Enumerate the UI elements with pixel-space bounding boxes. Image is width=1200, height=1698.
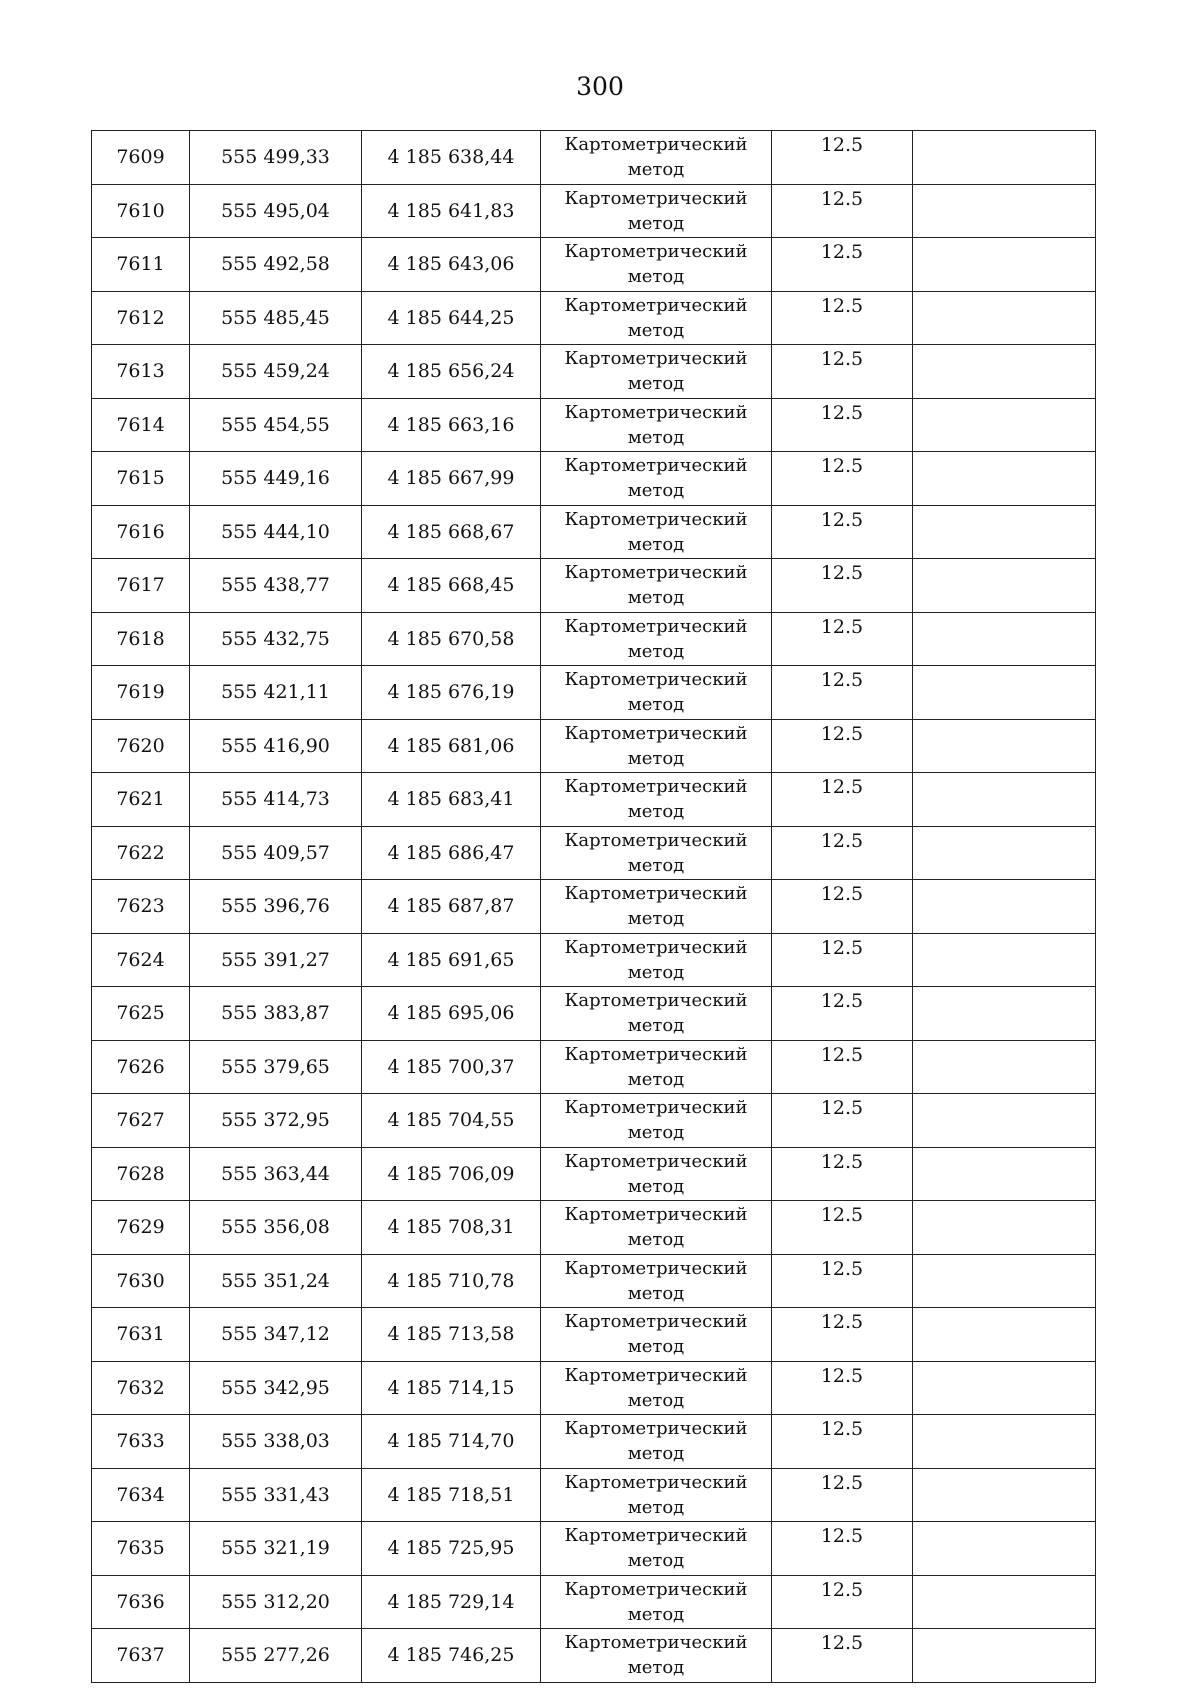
point-number-cell: 7627: [92, 1094, 190, 1148]
x-coordinate-cell: 555 379,65: [190, 1040, 362, 1094]
method-line-2: метод: [627, 1015, 685, 1037]
method-line-1: Картометрический: [564, 1578, 748, 1600]
table-row: [92, 987, 1096, 1041]
method-line-2: метод: [627, 1603, 685, 1625]
method-line-2: метод: [627, 854, 685, 876]
description-cell: [913, 184, 1096, 238]
x-coordinate-cell: 555 312,20: [190, 1575, 362, 1629]
point-number-cell: 7613: [92, 345, 190, 399]
method-cell: [541, 933, 772, 987]
x-coordinate-cell: 555 347,12: [190, 1308, 362, 1362]
method-cell: [541, 184, 772, 238]
y-coordinate-cell: 4 185 670,58: [362, 612, 541, 666]
method-cell: [541, 1201, 772, 1255]
method-line-2: метод: [627, 1389, 685, 1411]
coordinates-table: [91, 130, 1096, 1683]
method-line-2: метод: [627, 961, 685, 983]
x-coordinate-cell: 555 499,33: [190, 131, 362, 185]
method-line-1: Картометрический: [564, 134, 748, 156]
method-cell: [541, 719, 772, 773]
method-line-1: Картометрический: [564, 562, 748, 584]
table-row: [92, 345, 1096, 399]
method-cell: [541, 238, 772, 292]
x-coordinate-cell: 555 454,55: [190, 398, 362, 452]
table-row: [92, 559, 1096, 613]
method-line-2: метод: [627, 1282, 685, 1304]
method-cell: [541, 345, 772, 399]
description-cell: [913, 452, 1096, 506]
table-row: [92, 1094, 1096, 1148]
description-cell: [913, 1522, 1096, 1576]
method-line-1: Картометрический: [564, 615, 748, 637]
x-coordinate-cell: 555 396,76: [190, 880, 362, 934]
y-coordinate-cell: 4 185 706,09: [362, 1147, 541, 1201]
method-line-1: Картометрический: [564, 455, 748, 477]
method-line-1: Картометрический: [564, 1364, 748, 1386]
point-number-cell: 7609: [92, 131, 190, 185]
point-number-cell: 7630: [92, 1254, 190, 1308]
method-line-1: Картометрический: [564, 990, 748, 1012]
method-line-1: Картометрический: [564, 1471, 748, 1493]
method-line-1: Картометрический: [564, 1150, 748, 1172]
description-cell: [913, 933, 1096, 987]
method-line-2: метод: [627, 1229, 685, 1251]
x-coordinate-cell: 555 495,04: [190, 184, 362, 238]
point-number-cell: 7626: [92, 1040, 190, 1094]
point-number-cell: 7611: [92, 238, 190, 292]
x-coordinate-cell: 555 383,87: [190, 987, 362, 1041]
x-coordinate-cell: 555 372,95: [190, 1094, 362, 1148]
x-coordinate-cell: 555 459,24: [190, 345, 362, 399]
method-line-1: Картометрический: [564, 1043, 748, 1065]
table-row: [92, 1468, 1096, 1522]
accuracy-cell: 12.5: [772, 1201, 913, 1255]
y-coordinate-cell: 4 185 663,16: [362, 398, 541, 452]
method-cell: [541, 612, 772, 666]
y-coordinate-cell: 4 185 718,51: [362, 1468, 541, 1522]
table-row: [92, 131, 1096, 185]
method-cell: [541, 559, 772, 613]
description-cell: [913, 1361, 1096, 1415]
method-cell: [541, 1415, 772, 1469]
description-cell: [913, 1201, 1096, 1255]
accuracy-cell: 12.5: [772, 1522, 913, 1576]
table-row: [92, 1522, 1096, 1576]
method-line-2: метод: [627, 1068, 685, 1090]
table-row: [92, 238, 1096, 292]
point-number-cell: 7636: [92, 1575, 190, 1629]
method-line-1: Картометрический: [564, 722, 748, 744]
point-number-cell: 7625: [92, 987, 190, 1041]
method-cell: [541, 1522, 772, 1576]
y-coordinate-cell: 4 185 683,41: [362, 773, 541, 827]
description-cell: [913, 398, 1096, 452]
method-cell: [541, 1147, 772, 1201]
coordinates-table-body: [92, 131, 1096, 1683]
method-line-1: Картометрический: [564, 508, 748, 530]
description-cell: [913, 238, 1096, 292]
description-cell: [913, 505, 1096, 559]
table-row: [92, 291, 1096, 345]
accuracy-cell: 12.5: [772, 1308, 913, 1362]
method-line-2: метод: [627, 908, 685, 930]
x-coordinate-cell: 555 277,26: [190, 1629, 362, 1683]
y-coordinate-cell: 4 185 681,06: [362, 719, 541, 773]
point-number-cell: 7620: [92, 719, 190, 773]
method-line-1: Картометрический: [564, 294, 748, 316]
accuracy-cell: 12.5: [772, 238, 913, 292]
point-number-cell: 7619: [92, 666, 190, 720]
method-line-2: метод: [627, 801, 685, 823]
description-cell: [913, 987, 1096, 1041]
accuracy-cell: 12.5: [772, 666, 913, 720]
point-number-cell: 7621: [92, 773, 190, 827]
accuracy-cell: 12.5: [772, 184, 913, 238]
description-cell: [913, 1575, 1096, 1629]
x-coordinate-cell: 555 391,27: [190, 933, 362, 987]
point-number-cell: 7612: [92, 291, 190, 345]
description-cell: [913, 1094, 1096, 1148]
y-coordinate-cell: 4 185 691,65: [362, 933, 541, 987]
x-coordinate-cell: 555 338,03: [190, 1415, 362, 1469]
point-number-cell: 7631: [92, 1308, 190, 1362]
table-row: [92, 773, 1096, 827]
y-coordinate-cell: 4 185 656,24: [362, 345, 541, 399]
method-line-1: Картометрический: [564, 241, 748, 263]
accuracy-cell: 12.5: [772, 719, 913, 773]
table-row: [92, 1040, 1096, 1094]
accuracy-cell: 12.5: [772, 1575, 913, 1629]
point-number-cell: 7614: [92, 398, 190, 452]
page-number: 300: [576, 72, 624, 101]
table-row: [92, 1361, 1096, 1415]
table-row: [92, 452, 1096, 506]
method-cell: [541, 1040, 772, 1094]
x-coordinate-cell: 555 342,95: [190, 1361, 362, 1415]
point-number-cell: 7618: [92, 612, 190, 666]
method-line-1: Картометрический: [564, 1418, 748, 1440]
accuracy-cell: 12.5: [772, 933, 913, 987]
method-line-2: метод: [627, 747, 685, 769]
y-coordinate-cell: 4 185 644,25: [362, 291, 541, 345]
table-row: [92, 826, 1096, 880]
point-number-cell: 7623: [92, 880, 190, 934]
x-coordinate-cell: 555 331,43: [190, 1468, 362, 1522]
method-line-1: Картометрический: [564, 1097, 748, 1119]
accuracy-cell: 12.5: [772, 1361, 913, 1415]
method-line-2: метод: [627, 212, 685, 234]
point-number-cell: 7617: [92, 559, 190, 613]
method-cell: [541, 880, 772, 934]
description-cell: [913, 345, 1096, 399]
point-number-cell: 7622: [92, 826, 190, 880]
method-line-1: Картометрический: [564, 936, 748, 958]
table-row: [92, 505, 1096, 559]
table-row: [92, 1308, 1096, 1362]
table-row: [92, 666, 1096, 720]
method-cell: [541, 1094, 772, 1148]
accuracy-cell: 12.5: [772, 1629, 913, 1683]
method-line-2: метод: [627, 373, 685, 395]
method-line-2: метод: [627, 159, 685, 181]
accuracy-cell: 12.5: [772, 345, 913, 399]
table-row: [92, 1201, 1096, 1255]
accuracy-cell: 12.5: [772, 291, 913, 345]
method-cell: [541, 1629, 772, 1683]
y-coordinate-cell: 4 185 676,19: [362, 666, 541, 720]
point-number-cell: 7615: [92, 452, 190, 506]
y-coordinate-cell: 4 185 643,06: [362, 238, 541, 292]
table-row: [92, 1629, 1096, 1683]
description-cell: [913, 666, 1096, 720]
method-cell: [541, 987, 772, 1041]
accuracy-cell: 12.5: [772, 398, 913, 452]
method-line-2: метод: [627, 1550, 685, 1572]
table-row: [92, 1575, 1096, 1629]
method-cell: [541, 452, 772, 506]
description-cell: [913, 1629, 1096, 1683]
x-coordinate-cell: 555 438,77: [190, 559, 362, 613]
method-cell: [541, 398, 772, 452]
y-coordinate-cell: 4 185 641,83: [362, 184, 541, 238]
method-line-2: метод: [627, 587, 685, 609]
method-line-1: Картометрический: [564, 1257, 748, 1279]
x-coordinate-cell: 555 444,10: [190, 505, 362, 559]
accuracy-cell: 12.5: [772, 1147, 913, 1201]
method-line-1: Картометрический: [564, 776, 748, 798]
point-number-cell: 7635: [92, 1522, 190, 1576]
x-coordinate-cell: 555 416,90: [190, 719, 362, 773]
point-number-cell: 7634: [92, 1468, 190, 1522]
method-line-2: метод: [627, 319, 685, 341]
description-cell: [913, 612, 1096, 666]
method-cell: [541, 826, 772, 880]
accuracy-cell: 12.5: [772, 1040, 913, 1094]
method-cell: [541, 131, 772, 185]
x-coordinate-cell: 555 432,75: [190, 612, 362, 666]
y-coordinate-cell: 4 185 729,14: [362, 1575, 541, 1629]
x-coordinate-cell: 555 409,57: [190, 826, 362, 880]
description-cell: [913, 1468, 1096, 1522]
method-line-2: метод: [627, 266, 685, 288]
table-row: [92, 933, 1096, 987]
method-line-2: метод: [627, 1122, 685, 1144]
accuracy-cell: 12.5: [772, 1094, 913, 1148]
method-cell: [541, 1308, 772, 1362]
description-cell: [913, 1254, 1096, 1308]
table-row: [92, 1415, 1096, 1469]
description-cell: [913, 826, 1096, 880]
x-coordinate-cell: 555 421,11: [190, 666, 362, 720]
description-cell: [913, 880, 1096, 934]
y-coordinate-cell: 4 185 708,31: [362, 1201, 541, 1255]
y-coordinate-cell: 4 185 714,70: [362, 1415, 541, 1469]
method-line-2: метод: [627, 1657, 685, 1679]
y-coordinate-cell: 4 185 746,25: [362, 1629, 541, 1683]
point-number-cell: 7632: [92, 1361, 190, 1415]
accuracy-cell: 12.5: [772, 1468, 913, 1522]
y-coordinate-cell: 4 185 695,06: [362, 987, 541, 1041]
description-cell: [913, 1040, 1096, 1094]
method-line-2: метод: [627, 1175, 685, 1197]
method-cell: [541, 1254, 772, 1308]
y-coordinate-cell: 4 185 725,95: [362, 1522, 541, 1576]
method-cell: [541, 666, 772, 720]
method-line-2: метод: [627, 1443, 685, 1465]
method-line-2: метод: [627, 694, 685, 716]
method-line-1: Картометрический: [564, 883, 748, 905]
x-coordinate-cell: 555 356,08: [190, 1201, 362, 1255]
method-line-1: Картометрический: [564, 348, 748, 370]
method-line-2: метод: [627, 1496, 685, 1518]
method-line-1: Картометрический: [564, 1204, 748, 1226]
y-coordinate-cell: 4 185 686,47: [362, 826, 541, 880]
description-cell: [913, 773, 1096, 827]
method-line-1: Картометрический: [564, 401, 748, 423]
description-cell: [913, 1147, 1096, 1201]
accuracy-cell: 12.5: [772, 131, 913, 185]
accuracy-cell: 12.5: [772, 1415, 913, 1469]
method-line-2: метод: [627, 426, 685, 448]
y-coordinate-cell: 4 185 710,78: [362, 1254, 541, 1308]
x-coordinate-cell: 555 351,24: [190, 1254, 362, 1308]
x-coordinate-cell: 555 321,19: [190, 1522, 362, 1576]
accuracy-cell: 12.5: [772, 559, 913, 613]
method-line-1: Картометрический: [564, 669, 748, 691]
x-coordinate-cell: 555 449,16: [190, 452, 362, 506]
y-coordinate-cell: 4 185 704,55: [362, 1094, 541, 1148]
table-row: [92, 184, 1096, 238]
y-coordinate-cell: 4 185 667,99: [362, 452, 541, 506]
method-cell: [541, 1361, 772, 1415]
method-line-1: Картометрический: [564, 1311, 748, 1333]
description-cell: [913, 291, 1096, 345]
method-cell: [541, 291, 772, 345]
y-coordinate-cell: 4 185 713,58: [362, 1308, 541, 1362]
point-number-cell: 7616: [92, 505, 190, 559]
method-cell: [541, 1575, 772, 1629]
accuracy-cell: 12.5: [772, 452, 913, 506]
method-line-2: метод: [627, 640, 685, 662]
method-line-1: Картометрический: [564, 1632, 748, 1654]
table-row: [92, 719, 1096, 773]
method-line-2: метод: [627, 1336, 685, 1358]
method-line-1: Картометрический: [564, 187, 748, 209]
description-cell: [913, 1415, 1096, 1469]
method-line-2: метод: [627, 480, 685, 502]
method-cell: [541, 505, 772, 559]
description-cell: [913, 559, 1096, 613]
method-line-1: Картометрический: [564, 1525, 748, 1547]
description-cell: [913, 131, 1096, 185]
accuracy-cell: 12.5: [772, 505, 913, 559]
y-coordinate-cell: 4 185 714,15: [362, 1361, 541, 1415]
accuracy-cell: 12.5: [772, 987, 913, 1041]
method-cell: [541, 773, 772, 827]
x-coordinate-cell: 555 492,58: [190, 238, 362, 292]
description-cell: [913, 1308, 1096, 1362]
accuracy-cell: 12.5: [772, 826, 913, 880]
point-number-cell: 7633: [92, 1415, 190, 1469]
y-coordinate-cell: 4 185 687,87: [362, 880, 541, 934]
x-coordinate-cell: 555 485,45: [190, 291, 362, 345]
table-row: [92, 880, 1096, 934]
table-row: [92, 1147, 1096, 1201]
accuracy-cell: 12.5: [772, 612, 913, 666]
accuracy-cell: 12.5: [772, 773, 913, 827]
x-coordinate-cell: 555 363,44: [190, 1147, 362, 1201]
method-cell: [541, 1468, 772, 1522]
point-number-cell: 7610: [92, 184, 190, 238]
point-number-cell: 7628: [92, 1147, 190, 1201]
description-cell: [913, 719, 1096, 773]
method-line-1: Картометрический: [564, 829, 748, 851]
point-number-cell: 7629: [92, 1201, 190, 1255]
table-row: [92, 398, 1096, 452]
table-row: [92, 612, 1096, 666]
method-line-2: метод: [627, 533, 685, 555]
y-coordinate-cell: 4 185 668,45: [362, 559, 541, 613]
point-number-cell: 7624: [92, 933, 190, 987]
table-row: [92, 1254, 1096, 1308]
accuracy-cell: 12.5: [772, 880, 913, 934]
y-coordinate-cell: 4 185 668,67: [362, 505, 541, 559]
y-coordinate-cell: 4 185 638,44: [362, 131, 541, 185]
point-number-cell: 7637: [92, 1629, 190, 1683]
accuracy-cell: 12.5: [772, 1254, 913, 1308]
y-coordinate-cell: 4 185 700,37: [362, 1040, 541, 1094]
x-coordinate-cell: 555 414,73: [190, 773, 362, 827]
